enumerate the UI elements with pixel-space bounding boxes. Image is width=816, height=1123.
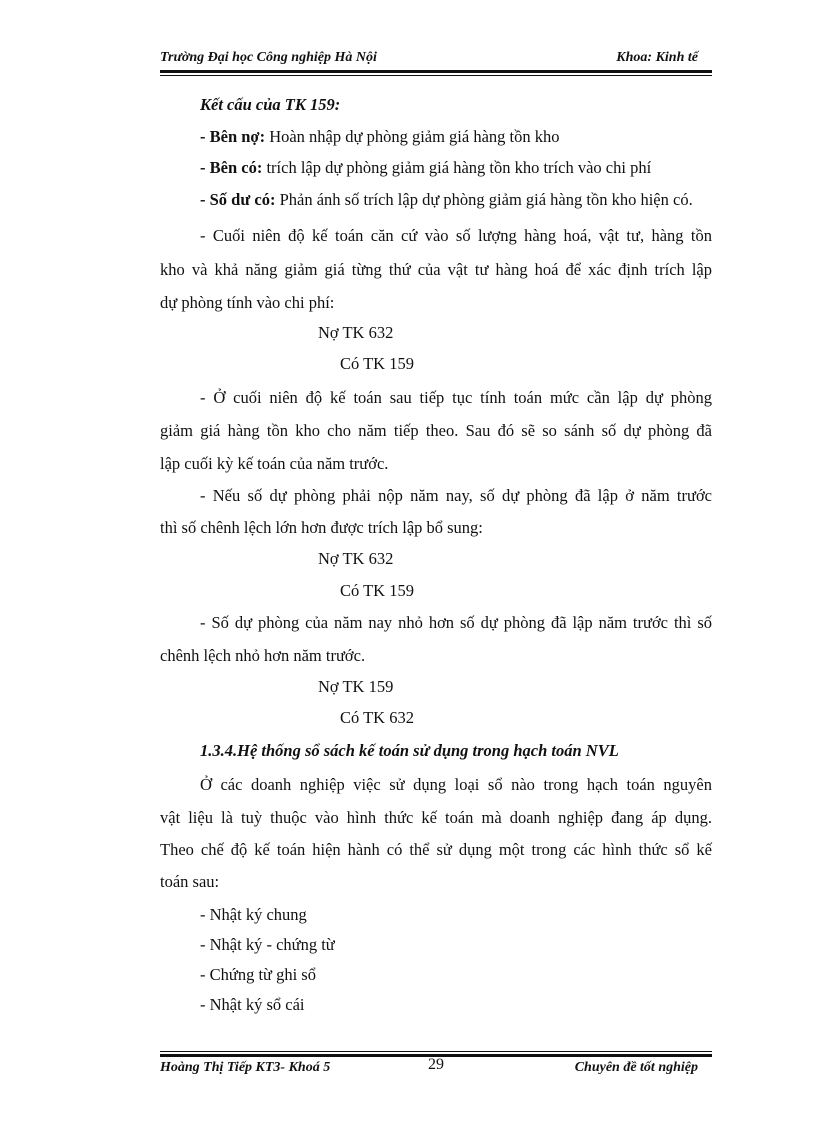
credit-label: - Bên có: (200, 158, 263, 177)
section-heading: 1.3.4.Hệ thống sổ sách kế toán sử dụng trong hạch toán NVL (200, 741, 619, 760)
list-item: - Nhật ký chung (200, 905, 307, 924)
list-item: - Chứng từ ghi sổ (200, 965, 316, 984)
journal-entry-debit: Nợ TK 632 (318, 549, 394, 568)
paragraph-line: - Số dự phòng của năm nay nhỏ hơn số dự phòng đã lập năm trước thì số (200, 613, 712, 632)
paragraph-line: dự phòng tính vào chi phí: (160, 293, 335, 312)
paragraph-line: - Nếu số dự phòng phải nộp năm nay, số dự phòng đã lập ở năm trước (200, 486, 712, 505)
journal-entry-credit: Có TK 159 (340, 581, 414, 600)
paragraph-line: lập cuối kỳ kế toán của năm trước. (160, 454, 389, 473)
account-structure-heading: Kết cấu của TK 159: (200, 95, 341, 114)
page-footer (160, 1058, 712, 1082)
balance-line (200, 185, 693, 214)
paragraph-line: Ở các doanh nghiệp việc sử dụng loại sổ nào trong hạch toán nguyên (200, 775, 712, 794)
header-divider-thin (160, 75, 712, 76)
paragraph-line: kho và khả năng giảm giá từng thứ của vật tư hàng hoá để xác định trích lập (160, 260, 712, 279)
header-school-name: Trường Đại học Công nghiệp Hà Nội (160, 50, 377, 65)
list-item: - Nhật ký sổ cái (200, 995, 305, 1014)
paragraph-line: - Cuối niên độ kế toán căn cứ vào số lượng hàng hoá, vật tư, hàng tồn (200, 226, 712, 245)
paragraph-line: giảm giá hàng tồn kho cho năm tiếp theo. Sau đó sẽ so sánh số dự phòng đã (160, 421, 712, 440)
page-number: 29 (428, 1056, 444, 1073)
journal-entry-debit: Nợ TK 159 (318, 677, 394, 696)
paragraph-line: thì số chênh lệch lớn hơn được trích lập bổ sung: (160, 518, 483, 537)
credit-line (200, 153, 651, 182)
page-header (160, 48, 712, 70)
footer-divider-thin (160, 1051, 712, 1052)
footer-document-type: Chuyên đề tốt nghiệp (574, 1060, 698, 1075)
paragraph-line: Theo chế độ kế toán hiện hành có thể sử dụng một trong các hình thức sổ kế (160, 840, 712, 859)
paragraph-line: chênh lệch nhỏ hơn năm trước. (160, 646, 366, 665)
debit-line (200, 122, 560, 151)
paragraph-line: vật liệu là tuỳ thuộc vào hình thức kế toán mà doanh nghiệp đang áp dụng. (160, 808, 712, 827)
paragraph-line: - Ở cuối niên độ kế toán sau tiếp tục tính toán mức cần lập dự phòng (200, 388, 712, 407)
list-item: - Nhật ký - chứng từ (200, 935, 335, 954)
header-divider (160, 70, 712, 73)
footer-author: Hoàng Thị Tiếp KT3- Khoá 5 (160, 1060, 331, 1075)
journal-entry-debit: Nợ TK 632 (318, 323, 394, 342)
journal-entry-credit: Có TK 159 (340, 354, 414, 373)
balance-label: - Số dư có: (200, 190, 276, 209)
debit-label: - Bên nợ: (200, 127, 266, 146)
debit-text: Hoàn nhập dự phòng giảm giá hàng tồn kho (265, 127, 560, 146)
header-faculty: Khoa: Kinh tế (616, 50, 698, 65)
journal-entry-credit: Có TK 632 (340, 708, 414, 727)
paragraph-line: toán sau: (160, 872, 220, 891)
balance-text: Phản ánh số trích lập dự phòng giảm giá hàng tồn kho hiện có. (275, 190, 693, 209)
credit-text: trích lập dự phòng giảm giá hàng tồn kho trích vào chi phí (262, 158, 652, 177)
